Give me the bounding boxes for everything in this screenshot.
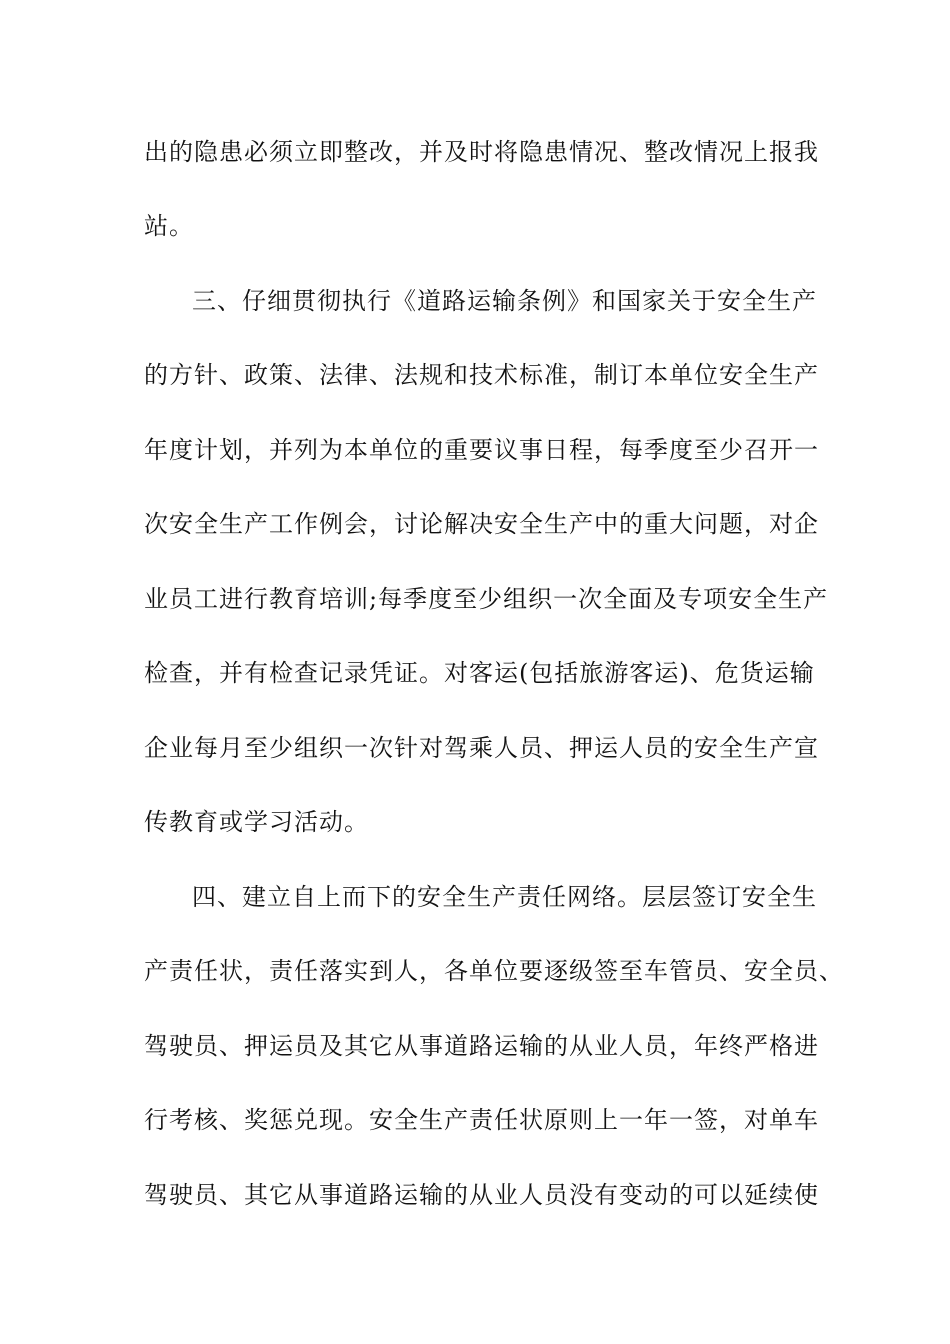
text-line: 出的隐患必须立即整改，并及时将隐患情况、整改情况上报我 xyxy=(144,138,819,166)
text-line: 驾驶员、其它从事道路运输的从业人员没有变动的可以延续使 xyxy=(144,1181,819,1209)
text-line: 业员工进行教育培训;每季度至少组织一次全面及专项安全生产 xyxy=(144,585,829,613)
text-line: 产责任状，责任落实到人，各单位要逐级签至车管员、安全员、 xyxy=(144,957,844,985)
text-line: 传教育或学习活动。 xyxy=(144,808,369,836)
paragraph-3-start: 三、仔细贯彻执行《道路运输条例》和国家关于安全生产 xyxy=(192,287,817,315)
text-line: 企业每月至少组织一次针对驾乘人员、押运人员的安全生产宣 xyxy=(144,734,819,762)
text-line: 行考核、奖惩兑现。安全生产责任状原则上一年一签，对单车 xyxy=(144,1106,819,1134)
paragraph-4-start: 四、建立自上而下的安全生产责任网络。层层签订安全生 xyxy=(192,883,817,911)
text-line: 次安全生产工作例会，讨论解决安全生产中的重大问题，对企 xyxy=(144,510,819,538)
text-line: 站。 xyxy=(144,212,194,240)
text-line: 检查，并有检查记录凭证。对客运(包括旅游客运)、危货运输 xyxy=(144,659,815,687)
text-line: 驾驶员、押运员及其它从事道路运输的从业人员，年终严格进 xyxy=(144,1032,819,1060)
text-line: 年度计划，并列为本单位的重要议事日程，每季度至少召开一 xyxy=(144,436,819,464)
text-line: 的方针、政策、法律、法规和技术标准，制订本单位安全生产 xyxy=(144,361,819,389)
